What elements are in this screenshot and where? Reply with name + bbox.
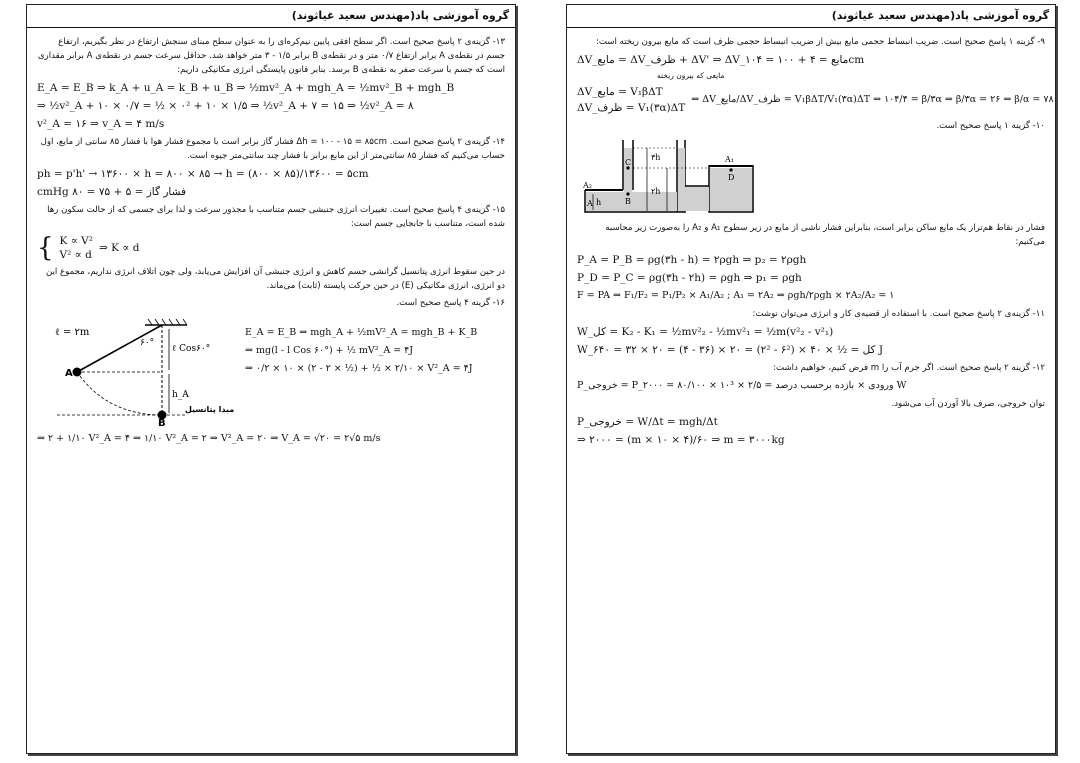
q9-system	[577, 84, 1054, 116]
q16-text: ۱۶- گزینه ۴ پاسخ صحیح است.	[396, 298, 505, 308]
point-d-dot	[729, 168, 732, 171]
q11-eq1: W_کل = K₂ - K₁ = ½mv²₂ - ½mv²₁ = ½m(v²₂ - v²₁)	[577, 326, 834, 338]
q14-text: ۱۴- گزینه‌ی ۲ پاسخ صحیح است. Δh = ۱۰۰ - ۱۵ = ۸۵cm فشار گاز برابر است با مجموع فشار هوا با فشار ۸۵ سانتی از مایع، اول حساب می‌کنیم که فشار ۸۵ سانتی‌متر از این مایع برابر با فشار چند سانتی‌متر جیوه است.	[40, 137, 505, 161]
vessel-figure	[577, 136, 1047, 218]
label-d: D	[728, 173, 735, 182]
q15-eq1: K ∝ V²	[59, 235, 93, 247]
q16-body	[37, 313, 505, 429]
label-a1: A₁	[725, 155, 734, 164]
label-a2: A₂	[583, 181, 592, 190]
q12-eq3: ⇒ ۲۰۰۰ = (m × ۱۰ × ۴)/۶۰ ⇒ m = ۳۰۰۰kg	[577, 434, 785, 446]
page-left	[26, 4, 516, 754]
label-c: C	[625, 158, 632, 167]
q15-text2: در حین سقوط انرژی پتانسیل گرانشی جسم کاهش و انرژی جنبشی آن افزایش می‌یابد، ولی چون اتلاف انرژی نداریم، مجموع این دو انرژی، انرژی مکانیکی (E) در حین حرکت پایسته (ثابت) می‌ماند.	[45, 267, 505, 291]
point-b-label: B	[158, 418, 166, 427]
q16-eq3: ⇒ ۰/۲ × ۱۰ × (۲ - ۲ × ½) + ½ × ۲/۱۰ × V²_A = ۴J	[245, 363, 473, 374]
label-b: B	[625, 197, 631, 206]
q15-proportion: { K ∝ V² V² ∝ d ⇒ K ∝ d	[37, 233, 140, 263]
point-a-ball	[73, 368, 82, 377]
page-right	[566, 4, 1056, 754]
q11-eq2: W_کل = ½ × ۴۰ × (۶² - ۲²) = ۲۰ × (۳۶ - ۴) = ۲۰ × ۳۲ = ۶۴۰ J	[577, 344, 884, 356]
q14-eq2: فشار گاز = ۵ + ۷۵ = ۸۰ cmHg	[37, 186, 186, 198]
q16-eq4: ⇒ ۲ + ۱/۱۰ V²_A = ۴ ⇒ ۱/۱۰ V²_A = ۲ ⇒ V²_A = ۲۰ ⇒ V_A = √۲۰ = ۲√۵ m/s	[37, 433, 381, 444]
page-header: گروه آموزشی پاد(مهندس سعید غیاثوند)	[27, 5, 515, 28]
q10-eq1: P_A = P_B = ρg(۳h - h) = ۲ρgh ⇒ p₂ = ۲ρgh	[577, 254, 807, 266]
lcos-label: ℓ Cos۶۰°	[172, 344, 211, 354]
q10-text: ۱۰- گزینه ۱ پاسخ صحیح است.	[936, 121, 1045, 131]
q16-eq1: E_A = E_B ⇒ mgh_A + ½mV²_A = mgh_B + K_B	[245, 327, 478, 338]
reference-label: مبدا پتانسیل	[185, 405, 235, 414]
q15-eq3: ⇒ K ∝ d	[98, 242, 140, 254]
q16-eq2: ⇒ mg(l - l Cos ۶۰°) + ½ mV²_A = ۴J	[245, 345, 414, 356]
liquid-bottom	[623, 192, 677, 211]
q10-eq3: F = PA ⇒ F₁/F₂ = P₁/P₂ × A₁/A₂ ; A₁ = ۲A₂ ⇒ ρgh/۲ρgh × ۲A₂/A₂ = ۱	[577, 290, 895, 301]
q11-text: ۱۱- گزینه‌ی ۲ پاسخ صحیح است. با استفاده از قضیه‌ی کار و انرژی می‌توان نوشت:	[752, 309, 1045, 319]
pendulum-figure	[37, 315, 237, 427]
q9-eq1: ΔV_مایع = ΔV_ظرف + ΔV' ⇒ ΔV_مایع = ۴ + ۱۰۰ = ۱۰۴cm	[577, 54, 865, 66]
q9-eq2: ΔV_مایع = V₁βΔT	[577, 86, 663, 98]
q15-text: ۱۵- گزینه‌ی ۴ پاسخ صحیح است. تغییرات انرژی جنبشی جسم متناسب با مجذور سرعت و لذا برای جسمی که از حالت سکون رها شده است، متناسب با جابجایی جسم است:	[47, 205, 505, 229]
q12-eq1: P_خروجی = P_ورودی × بازده برحسب درصد = ۲/۵ × ۱۰³ × ۸۰/۱۰۰ = ۲۰۰۰ W	[577, 380, 907, 391]
point-b-dot	[626, 192, 629, 195]
label-a: A	[587, 199, 593, 208]
q13-eq3: v²_A = ۱۶ ⇒ v_A = ۴ m/s	[37, 118, 165, 130]
page-content	[567, 28, 1055, 448]
q16-equations	[245, 313, 477, 379]
pendulum-string	[77, 325, 162, 372]
liquid-right-bottom	[685, 187, 709, 211]
swing-arc	[77, 372, 162, 415]
q9-note: مایعی که بیرون ریخته	[657, 71, 725, 80]
q12-eq2: P_خروجی = W/Δt = mgh/Δt	[577, 416, 718, 428]
q14-eq1: ph = p'h' → ۱۳۶۰۰ × h = ۸۰۰ × ۸۵ → h = (۸۰۰ × ۸۵)/۱۳۶۰۰ = ۵cm	[37, 168, 369, 180]
q15-eq2: V² ∝ d	[59, 249, 92, 261]
q13-text: ۱۳- گزینه‌ی ۲ پاسخ صحیح است. اگر سطح افقی پایین نیم‌کره‌ای را به عنوان سطح مبنای سنجش ارتفاع در نظر بگیریم، ارتفاع جسم در نقطه‌ی A برابر ارتفاع ۰/۷ متر و در نقطه‌ی B برابر ۱/۵ - ۳ متر خواهد شد. حداقل سرعت جسم در نقطه‌ی A برابر مقداری است که جسم با سرعت صفر به نقطه‌ی B برسد. بنابر قانون پایستگی انرژی مکانیکی داریم:	[37, 37, 505, 75]
liquid-right-tube	[678, 148, 685, 211]
label-3h: ۳h	[651, 153, 661, 162]
q13-eq2: ⇒ ½v²_A + ۱۰ × ۰/۷ = ½ × ۰² + ۱۰ × ۱/۵ ⇒ ½v²_A + ۷ = ۱۵ ⇒ ½v²_A = ۸	[37, 100, 414, 112]
q13-eq1: E_A = E_B ⇒ k_A + u_A = k_B + u_B ⇒ ½mv²_A + mgh_A = ½mv²_B + mgh_B	[37, 82, 455, 94]
ha-label: h_A	[172, 390, 189, 400]
page-content	[27, 28, 515, 447]
ceiling-hatch	[145, 319, 187, 325]
point-a-label: A	[65, 368, 73, 379]
q12-text2: توان خروجی، صرف بالا آوردن آب می‌شود.	[891, 399, 1045, 409]
label-h: h	[596, 198, 602, 207]
q9-text: ۹- گزینه ۱ پاسخ صحیح است. ضریب انبساط حجمی مایع بیش از ضریب انبساط حجمی ظرف است که مایع بیرون ریخته است:	[595, 37, 1045, 47]
q10-text2: فشار در نقاط هم‌تراز یک مایع ساکن برابر است، بنابراین فشار ناشی از مایع در زیر سطوح A₁ و A₂ را به‌صورت زیر محاسبه می‌کنیم:	[605, 223, 1045, 247]
q12-text: ۱۲- گزینه ۲ پاسخ صحیح است. اگر جرم آب را m فرض کنیم، خواهیم داشت:	[773, 363, 1045, 373]
label-2h: ۲h	[651, 187, 661, 196]
q9-eq3: ΔV_ظرف = V₁(۳α)ΔT	[577, 102, 686, 114]
length-label: ℓ = ۲m	[55, 327, 90, 338]
q10-eq2: P_D = P_C = ρg(۳h - ۲h) = ρgh ⇒ p₁ = ρgh	[577, 272, 802, 284]
page-header: گروه آموزشی پاد(مهندس سعید غیاثوند)	[567, 5, 1055, 28]
q9-eq4: ⇒ ΔV_مایع/ΔV_ظرف = V₁βΔT/V₁(۳α)ΔT ⇒ ۱۰۴/۴ = β/۳α ⇒ β/۳α = ۲۶ ⇒ β/α = ۷۸	[691, 94, 1054, 105]
angle-label: ۶۰°	[140, 338, 155, 348]
